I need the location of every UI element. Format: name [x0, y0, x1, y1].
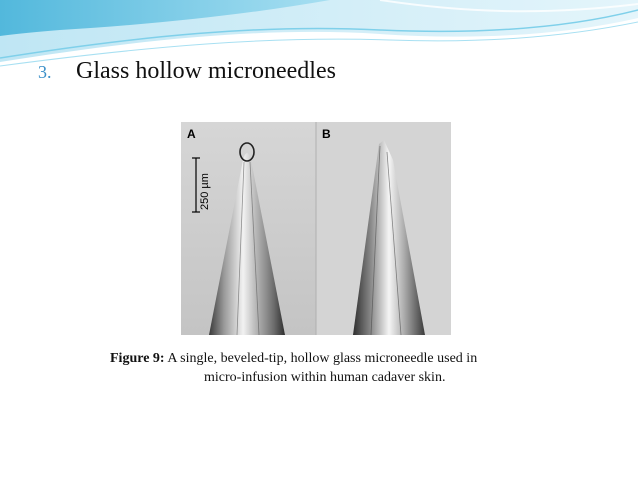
bullet-number: 3.	[38, 62, 52, 82]
microneedle-figure	[181, 122, 451, 335]
caption-line-1	[110, 349, 590, 368]
panel-b-label: B	[322, 127, 331, 141]
scale-bar-label: 250 µm	[199, 173, 211, 210]
caption-text-1: A single, beveled-tip, hollow glass microneedle used in	[167, 351, 478, 366]
slide-title: Glass hollow microneedles	[76, 58, 336, 84]
caption-figure-label: Figure 9:	[110, 351, 165, 366]
slide-heading	[38, 58, 336, 85]
caption-line-2: micro-infusion within human cadaver skin.	[204, 370, 446, 385]
figure-caption	[110, 349, 590, 387]
panel-a-label: A	[187, 127, 196, 141]
